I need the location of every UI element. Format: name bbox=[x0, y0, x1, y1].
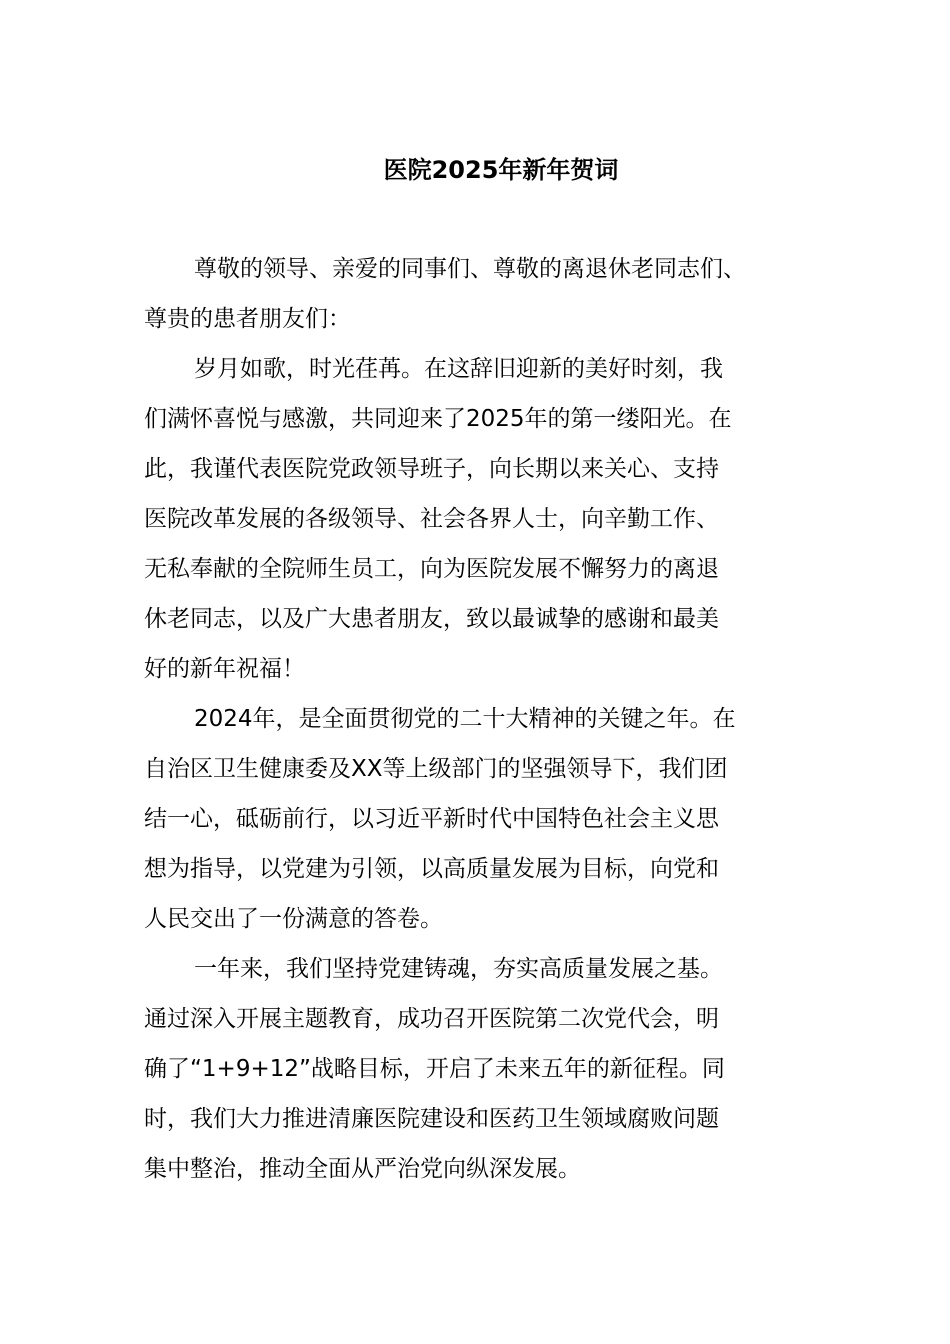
text-line: 休老同志，以及广大患者朋友，致以最诚挚的感谢和最美 bbox=[144, 606, 719, 632]
text-line: 尊敬的领导、亲爱的同事们、尊敬的离退休老同志们、 bbox=[194, 256, 746, 282]
text-line: 好的新年祝福！ bbox=[144, 656, 305, 682]
text-line: 们满怀喜悦与感激，共同迎来了2025年的第一缕阳光。在 bbox=[144, 406, 732, 432]
text-line: 集中整治，推动全面从严治党向纵深发展。 bbox=[144, 1156, 581, 1182]
text-line: 确了“1+9+12”战略目标，开启了未来五年的新征程。同 bbox=[144, 1056, 725, 1082]
text-line: 尊贵的患者朋友们： bbox=[144, 306, 351, 332]
text-line: 自治区卫生健康委及XX等上级部门的坚强领导下，我们团 bbox=[144, 756, 728, 782]
document-body bbox=[144, 244, 814, 1194]
text-line: 无私奉献的全院师生员工，向为医院发展不懈努力的离退 bbox=[144, 556, 719, 582]
text-line: 此，我谨代表医院党政领导班子，向长期以来关心、支持 bbox=[144, 456, 719, 482]
text-line: 结一心，砥砺前行，以习近平新时代中国特色社会主义思 bbox=[144, 806, 719, 832]
text-line: 一年来，我们坚持党建铸魂，夯实高质量发展之基。 bbox=[194, 956, 723, 982]
text-line: 岁月如歌，时光荏苒。在这辞旧迎新的美好时刻，我 bbox=[194, 356, 723, 382]
text-line: 人民交出了一份满意的答卷。 bbox=[144, 906, 443, 932]
text-line: 通过深入开展主题教育，成功召开医院第二次党代会，明 bbox=[144, 1006, 719, 1032]
document-title: 医院2025年新年贺词 bbox=[383, 156, 619, 184]
text-line: 时，我们大力推进清廉医院建设和医药卫生领域腐败问题 bbox=[144, 1106, 719, 1132]
text-line: 2024年，是全面贯彻党的二十大精神的关键之年。在 bbox=[194, 706, 736, 732]
text-line: 医院改革发展的各级领导、社会各界人士，向辛勤工作、 bbox=[144, 506, 719, 532]
text-line: 想为指导，以党建为引领，以高质量发展为目标，向党和 bbox=[144, 856, 719, 882]
